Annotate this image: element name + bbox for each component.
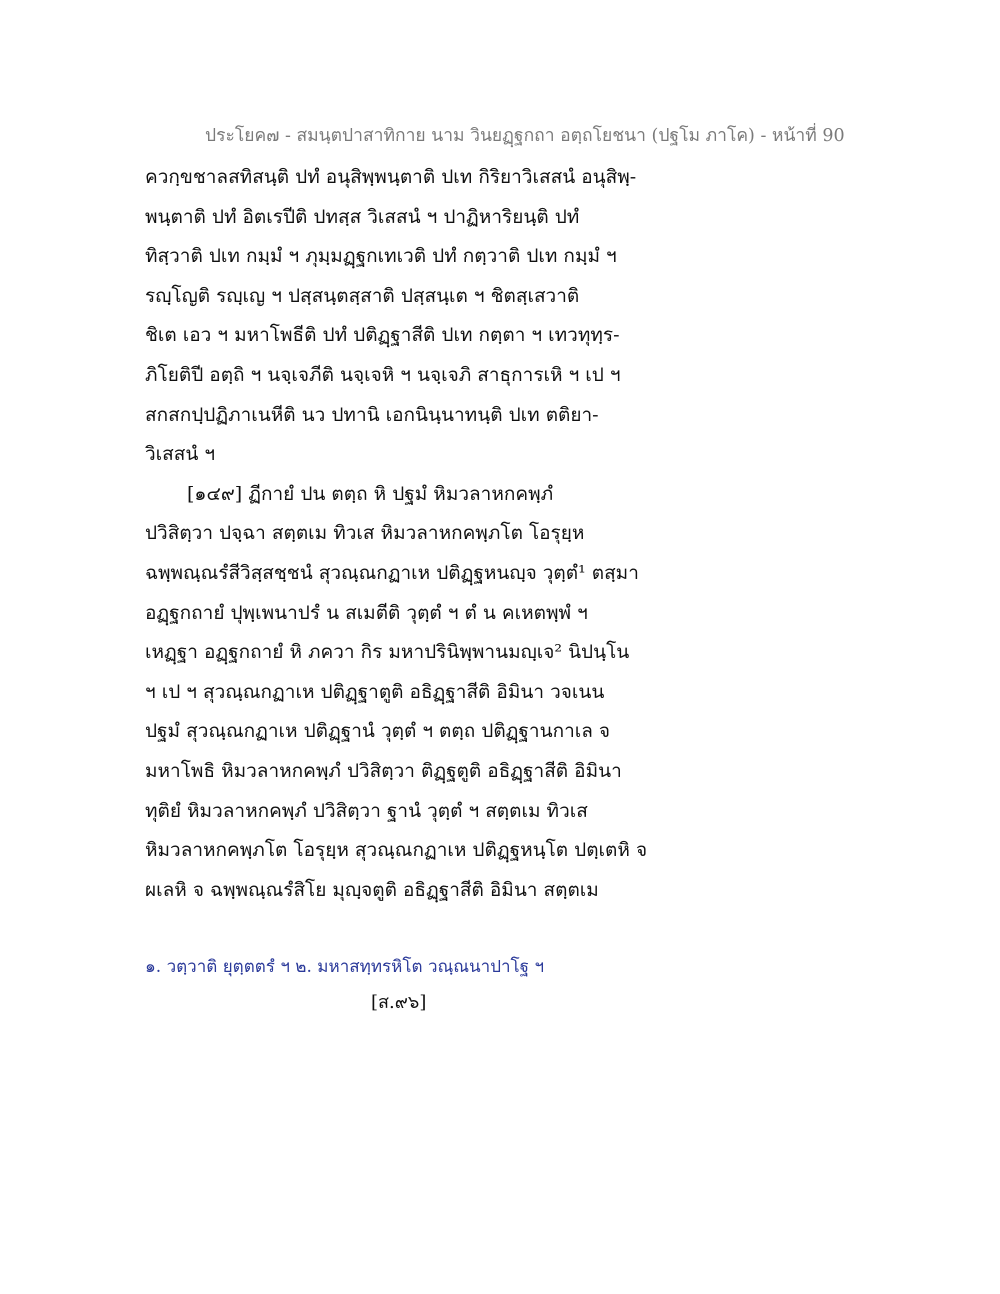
text-line: พนฺตาติ ปทํ อิตเรปีติ ปทสฺส วิเสสนํ ฯ ปาฏิหาริยนฺติ ปทํ <box>145 205 580 228</box>
text-line: ฯ เป ฯ สุวณฺณกฏาเห ปติฏฺฐาตูติ อธิฏฺฐาสีติ อิมินา วจเนน <box>145 680 605 703</box>
text-line: ผเลหิ จ ฉพฺพณฺณรํสิโย มุญฺจตูติ อธิฏฺฐาสีติ อิมินา สตฺตเม <box>145 878 599 901</box>
text-line: มหาโพธิ หิมวลาหกคพฺภํ ปวิสิตฺวา ติฏฺฐตูติ อธิฏฺฐาสีติ อิมินา <box>145 759 622 782</box>
text-line: ควกฺขชาลสทิสนฺติ ปทํ อนุสิพฺพนฺตาติ ปเท กิริยาวิเสสนํ อนุสิพฺ- <box>145 166 637 188</box>
body-text <box>145 158 675 910</box>
footnote: ๑. วตฺวาติ ยุตฺตตรํ ฯ ๒. มหาสทฺทรหิโต วณฺณนาปาโฐ ฯ <box>145 957 545 977</box>
text-line: หิมวลาหกคพฺภโต โอรุยฺห สุวณฺณกฏาเห ปติฏฺฐหนฺโต ปตฺเตหิ จ <box>145 839 648 862</box>
text-line: ฉพฺพณฺณรํสีวิสฺสชฺชนํ สุวณฺณกฏาเห ปติฏฺฐหนญฺจ วุตฺตํ¹ ตสฺมา <box>145 561 639 584</box>
page-header: ประโยค๗ - สมนฺตปาสาทิกาย นาม วินยฏฺฐกถา อตฺถโยชนา (ปฐโม ภาโค) - หน้าที่ 90 <box>205 126 845 146</box>
text-line: ภิโยติปี อตฺถิ ฯ นจฺเจภีติ นจฺเจหิ ฯ นจฺเจภิ สาธุการเหิ ฯ เป ฯ <box>145 363 621 386</box>
text-line: สกสกปฺปฏิภาเนหีติ นว ปทานิ เอกนินฺนาทนฺติ ปเท ตติยา- <box>145 403 599 426</box>
page-reference: [ส.๙๖] <box>371 992 427 1013</box>
text-line: ชิเต เอว ฯ มหาโพธีติ ปทํ ปติฏฺฐาสีติ ปเท กตฺตา ฯ เทวทุทฺร- <box>145 324 620 347</box>
text-line: รญฺโญติ รญฺเญ ฯ ปสฺสนฺตสฺสาติ ปสฺสนฺเต ฯ ชิตสฺเสวาติ <box>145 284 580 307</box>
text-line: วิเสสนํ ฯ <box>145 443 216 466</box>
text-line: อฏฺฐกถายํ ปุพฺเพนาปรํ น สเมตีติ วุตฺตํ ฯ ตํ น คเหตพฺพํ ฯ <box>145 601 588 624</box>
text-line: ปวิสิตฺวา ปจฺฉา สตฺตเม ทิวเส หิมวลาหกคพฺภโต โอรุยฺห <box>145 522 585 545</box>
text-line: ทิสฺวาติ ปเท กมฺมํ ฯ ภุมฺมฏฺฐกเทเวติ ปทํ กตฺวาติ ปเท กมฺมํ ฯ <box>145 245 617 268</box>
text-line: ปฐมํ สุวณฺณกฏาเห ปติฏฺฐานํ วุตฺตํ ฯ ตตฺถ ปติฏฺฐานกาเล จ <box>145 720 611 743</box>
text-line: เหฏฺฐา อฏฺฐกถายํ หิ ภควา กิร มหาปรินิพฺพานมญฺเจ² นิปนฺโน <box>145 641 630 664</box>
text-line: ทุติยํ หิมวลาหกคพฺภํ ปวิสิตฺวา ฐานํ วุตฺตํ ฯ สตฺตเม ทิวเส <box>145 799 588 822</box>
paragraph-start-line: [๑๔๙] ฏีกายํ ปน ตตฺถ หิ ปฐมํ หิมวลาหกคพฺภํ <box>187 482 554 505</box>
